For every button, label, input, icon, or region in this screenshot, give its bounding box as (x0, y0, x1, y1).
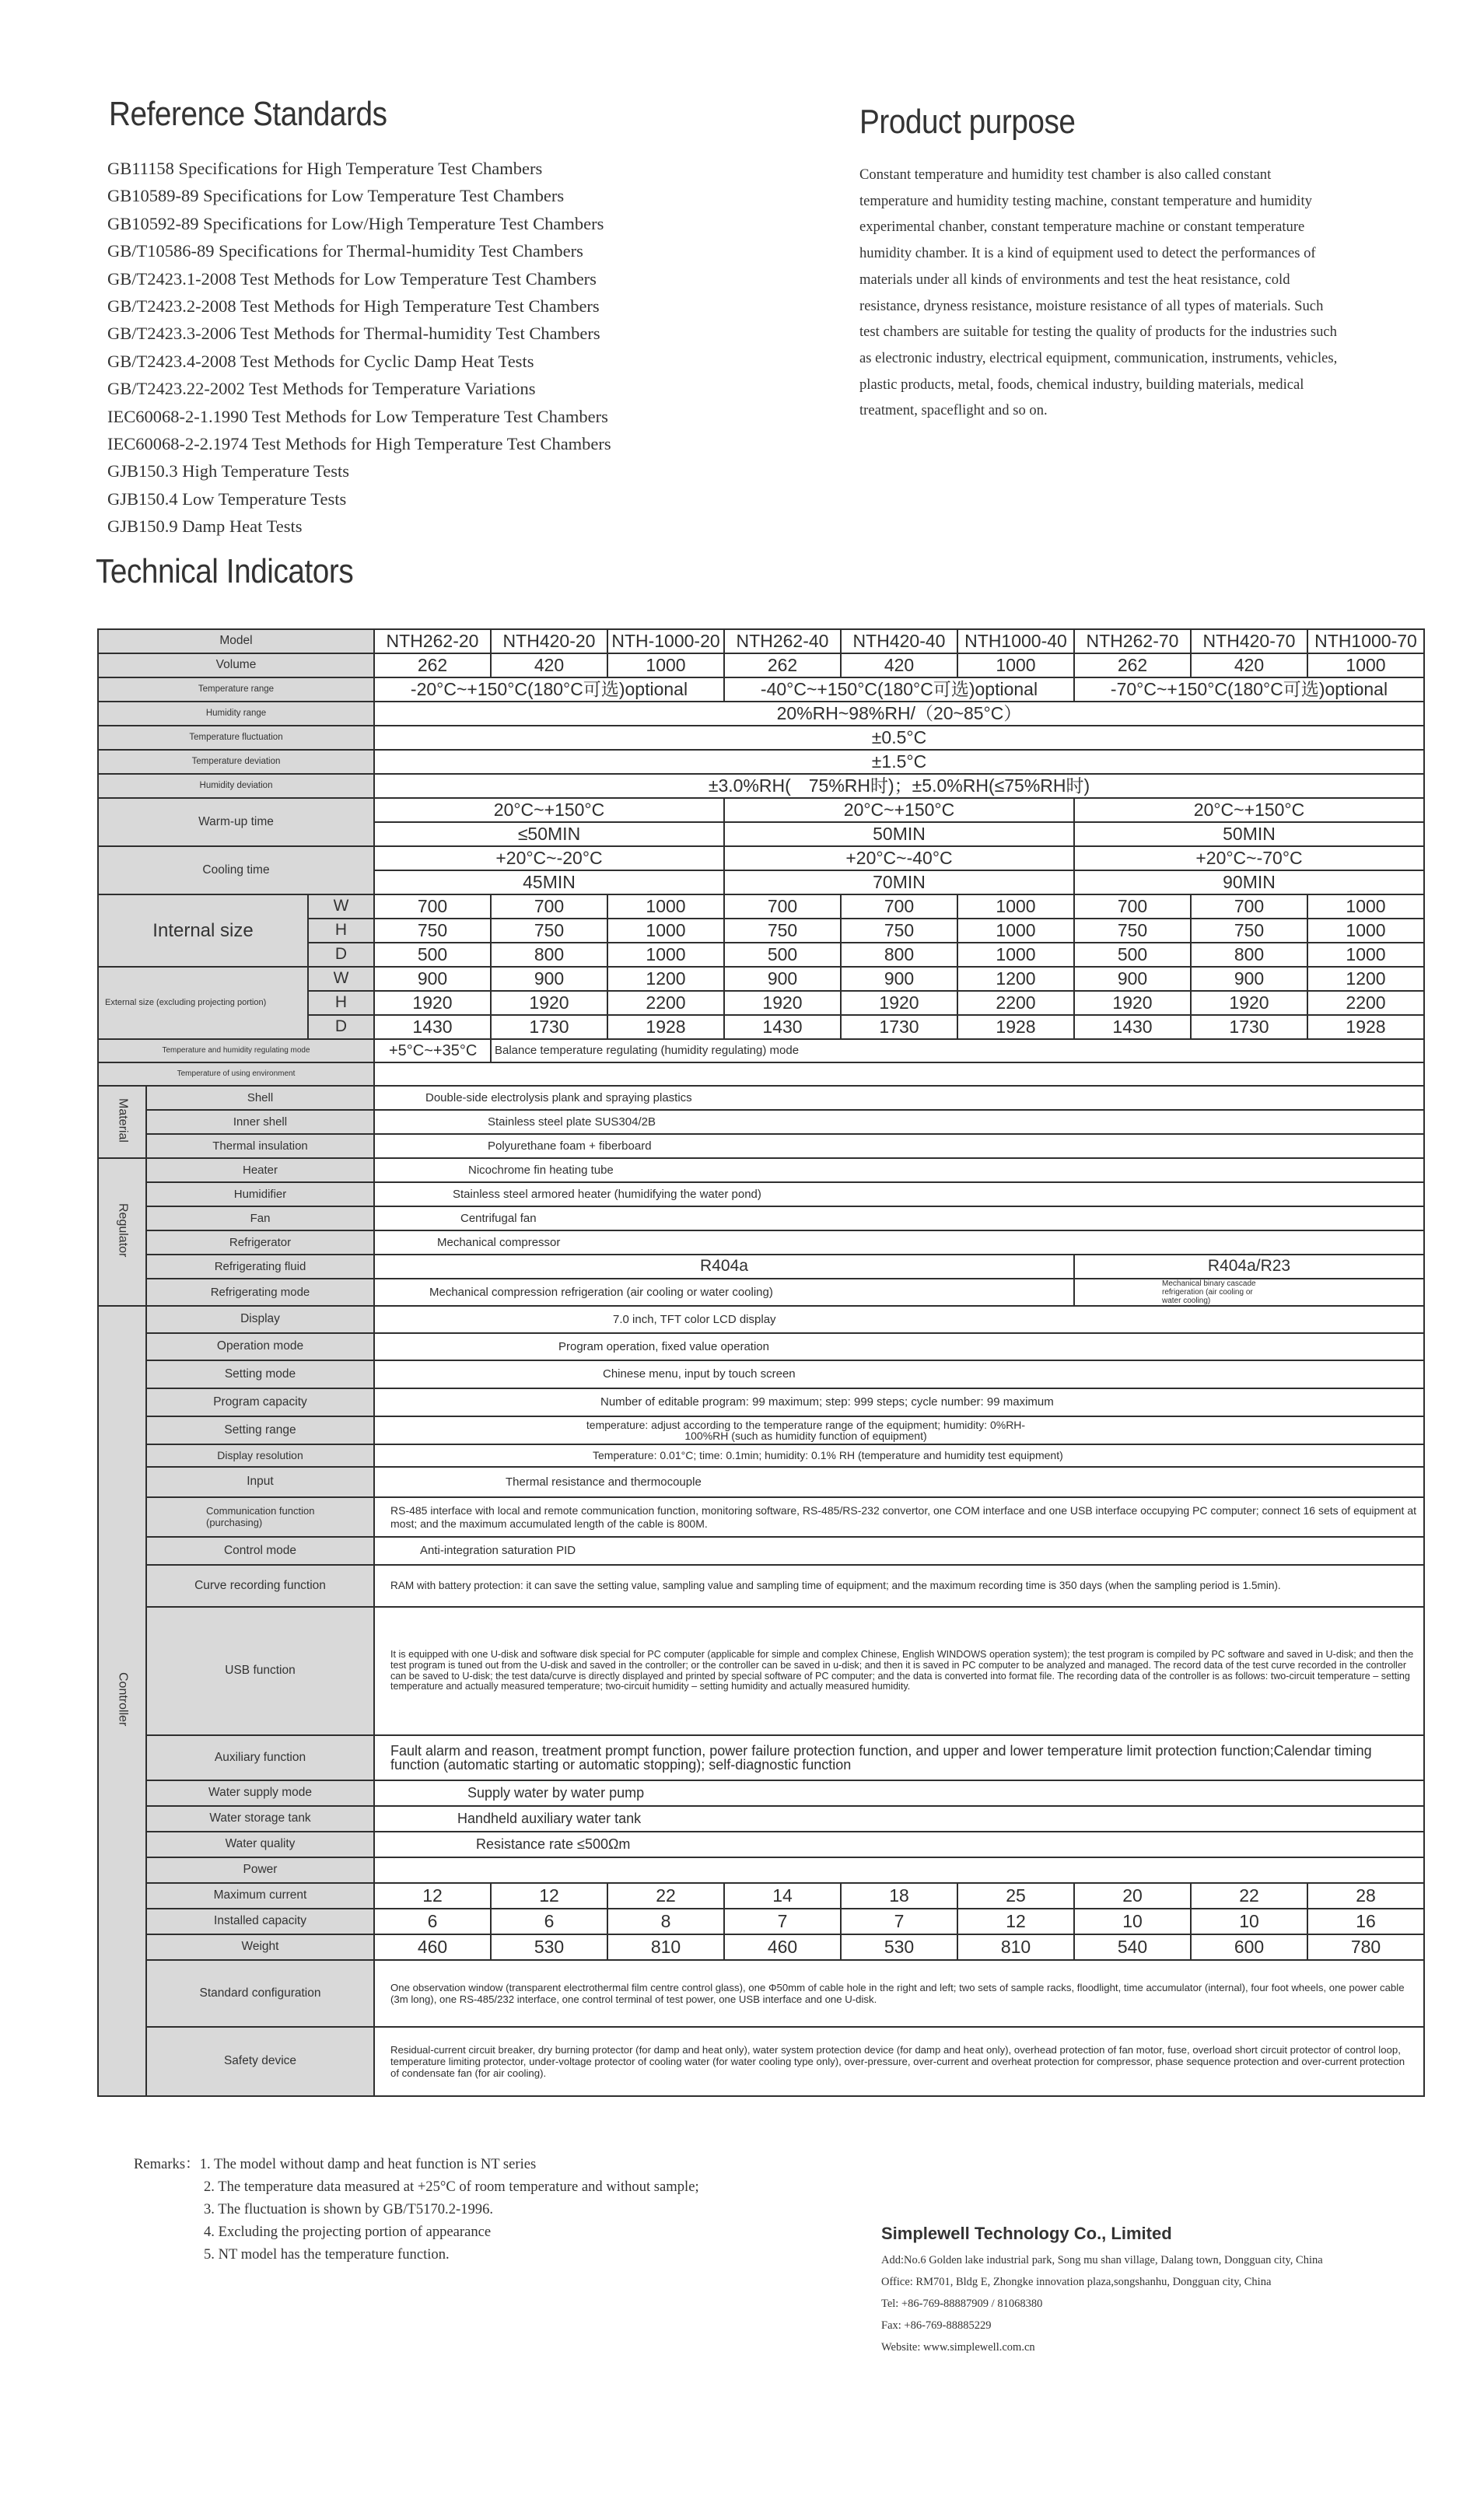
max-current-cell: 12 (374, 1883, 491, 1909)
internal-d-cell: 500 (724, 943, 841, 967)
label-warmup: Warm-up time (98, 798, 374, 846)
weight-cell: 460 (724, 1934, 841, 1960)
row-inner-shell (98, 1110, 1424, 1134)
standard-item: GB/T2423.4-2008 Test Methods for Cyclic Damp Heat Tests (107, 351, 534, 371)
controller-group-text: Controller (116, 1671, 130, 1727)
internal-d-cell: 500 (374, 943, 491, 967)
row-warmup-range (98, 798, 1424, 822)
external-d-cell: 1730 (841, 1015, 957, 1039)
usb-cell: It is equipped with one U-disk and software disk special for PC computer (applicable for simple and complex Chinese, English WINDOWS operation system); the test program is compiled by PC software and saved in U-disk; and then the test program is tuned out from the U-disk and saved in the controller; or the controller can be saved in u-disk; and then it is saved in PC computer to be analyzed and managed. The record data of the test curve recorded in the controller can be saved to U-disk; the test data/curve is directly displayed and printed by special software of PC computer; and the data is converted into format file. The recording data of the controller is as follows: two-circuit temperature – setting temperature and actually measured temperature; two-circuit humidity – setting humidity and actually measured humidity. (374, 1607, 1424, 1735)
water-tank-cell: Handheld auxiliary water tank (374, 1806, 1424, 1832)
volume-cell: 420 (1191, 653, 1307, 677)
company-office: Office: RM701, Bldg E, Zhongke innovation plaza,songshanhu, Dongguan city, China (881, 2276, 1272, 2288)
warmup-time-cell: 50MIN (1074, 822, 1424, 846)
installed-cell: 7 (724, 1909, 841, 1934)
volume-cell: 1000 (1307, 653, 1424, 677)
row-insulation (98, 1134, 1424, 1158)
insulation-cell: Polyurethane foam + fiberboard (374, 1134, 1424, 1158)
label-setting-range: Setting range (146, 1416, 374, 1444)
label-temp-range: Temperature range (98, 677, 374, 702)
row-setting-range (98, 1416, 1424, 1444)
model-cell: NTH420-20 (491, 629, 607, 653)
max-current-cell: 22 (607, 1883, 724, 1909)
external-h-cell: 1920 (724, 991, 841, 1015)
hum-dev-cell: ±3.0%RH( 75%RH时)；±5.0%RH(≤75%RH时) (374, 774, 1424, 798)
row-humidifier (98, 1182, 1424, 1206)
row-shell (98, 1086, 1424, 1110)
temp-range-cell: -70°C~+150°C(180°C可选)optional (1074, 677, 1424, 702)
internal-d-cell: 800 (841, 943, 957, 967)
remark-item: 1. The model without damp and heat function is NT series (199, 2156, 537, 2172)
safety-cell: Residual-current circuit breaker, dry burning protector (for damp and heat only), water system protection device (for damp and heat only), overhead protection of fan motor, fuse, overload short circuit protector of control loop, temperature limiting protector, under-voltage protector of cooling water (for water cooling type only), over-pressure, over-current and overheat protection for compressor, phase sequence protection and over-current protection of condensate fan (for air cooling). (374, 2027, 1424, 2096)
external-d-cell: 1928 (1307, 1015, 1424, 1039)
regmode-cell: Balance temperature regulating (humidity regulating) mode (491, 1039, 1424, 1062)
internal-h-cell: 1000 (1307, 919, 1424, 943)
temp-dev-cell: ±1.5°C (374, 750, 1424, 774)
water-quality-cell: Resistance rate ≤500Ωm (374, 1832, 1424, 1857)
installed-cell: 7 (841, 1909, 957, 1934)
standard-item: GB/T2423.1-2008 Test Methods for Low Temperature Test Chambers (107, 268, 597, 289)
label-insulation: Thermal insulation (146, 1134, 374, 1158)
label-water-tank: Water storage tank (146, 1806, 374, 1832)
program-capacity-cell: Number of editable program: 99 maximum; step: 999 steps; cycle number: 99 maximum (374, 1388, 1424, 1416)
row-model (98, 629, 1424, 653)
using-env-cell (374, 1062, 1424, 1086)
label-d: D (308, 1015, 374, 1039)
model-cell: NTH1000-70 (1307, 629, 1424, 653)
power-cell (374, 1857, 1424, 1883)
internal-d-cell: 800 (491, 943, 607, 967)
standard-item: IEC60068-2-1.1990 Test Methods for Low Temperature Test Chambers (107, 406, 608, 426)
standard-item: GJB150.3 High Temperature Tests (107, 461, 349, 481)
external-w-cell: 900 (491, 967, 607, 991)
internal-d-cell: 1000 (1307, 943, 1424, 967)
remark-item: 5. NT model has the temperature function. (204, 2246, 450, 2263)
label-hum-dev: Humidity deviation (98, 774, 374, 798)
remark-item: 2. The temperature data measured at +25°C of room temperature and without sample; (204, 2179, 699, 2195)
standards-list (107, 155, 611, 541)
aux-cell: Fault alarm and reason, treatment prompt function, power failure protection function, and upper and lower temperature limit protection function;Calendar timing function (automatic starting or automatic stopping); self-diagnostic function (374, 1735, 1424, 1780)
ref-fluid-cell: R404a (374, 1255, 1074, 1279)
row-power (98, 1857, 1424, 1883)
internal-h-cell: 750 (1074, 919, 1191, 943)
standard-item: IEC60068-2-2.1974 Test Methods for High Temperature Test Chambers (107, 434, 611, 454)
company-fax: Fax: +86-769-88885229 (881, 2319, 992, 2332)
standard-item: GB/T10586-89 Specifications for Thermal-humidity Test Chambers (107, 241, 583, 261)
row-safety (98, 2027, 1424, 2096)
row-using-env (98, 1062, 1424, 1086)
external-d-cell: 1928 (957, 1015, 1074, 1039)
regulator-group-label (98, 1158, 146, 1306)
warmup-time-cell: ≤50MIN (374, 822, 724, 846)
internal-h-cell: 1000 (607, 919, 724, 943)
cooling-range-cell: +20°C~-40°C (724, 846, 1074, 870)
water-supply-cell: Supply water by water pump (374, 1780, 1424, 1806)
row-fan (98, 1206, 1424, 1230)
internal-w-cell: 1000 (957, 894, 1074, 919)
label-input: Input (146, 1467, 374, 1497)
internal-w-cell: 700 (491, 894, 607, 919)
weight-cell: 600 (1191, 1934, 1307, 1960)
label-model: Model (98, 629, 374, 653)
setting-mode-cell: Chinese menu, input by touch screen (374, 1360, 1424, 1388)
using-env-value: +5°C~+35°C (374, 1039, 491, 1062)
external-h-cell: 1920 (1191, 991, 1307, 1015)
label-w: W (308, 967, 374, 991)
external-w-cell: 900 (1074, 967, 1191, 991)
external-w-cell: 900 (1191, 967, 1307, 991)
company-address: Add:No.6 Golden lake industrial park, Song mu shan village, Dalang town, Dongguan city, China (881, 2254, 1323, 2266)
installed-cell: 16 (1307, 1909, 1424, 1934)
label-ref-mode: Refrigerating mode (146, 1279, 374, 1306)
weight-cell: 540 (1074, 1934, 1191, 1960)
row-temp-range (98, 677, 1424, 702)
volume-cell: 262 (374, 653, 491, 677)
volume-cell: 420 (841, 653, 957, 677)
label-weight: Weight (146, 1934, 374, 1960)
cooling-range-cell: +20°C~-70°C (1074, 846, 1424, 870)
heater-cell: Nicochrome fin heating tube (374, 1158, 1424, 1182)
label-external-size: External size (excluding projecting portion) (98, 967, 308, 1039)
internal-d-cell: 500 (1074, 943, 1191, 967)
remarks (134, 2153, 536, 2175)
material-group-label (98, 1086, 146, 1158)
label-temp-fluct: Temperature fluctuation (98, 726, 374, 750)
row-display (98, 1306, 1424, 1333)
label-shell: Shell (146, 1086, 374, 1110)
std-config-cell: One observation window (transparent electrothermal film centre control glass), one Φ50mm of cable hole in the right and left; two sets of sample racks, floodlight, time accumulator (internal), four foot wheels, one power cable (3m long), one RS-485/232 interface, one control terminal of test power, one USB interface and one U-disk. (374, 1960, 1424, 2027)
external-h-cell: 1920 (491, 991, 607, 1015)
model-cell: NTH262-40 (724, 629, 841, 653)
operation-cell: Program operation, fixed value operation (374, 1333, 1424, 1360)
curve-cell: RAM with battery protection: it can save the setting value, sampling value and sampling time of equipment; and the maximum recording time is 350 days (when the sampling period is 1.5min). (374, 1565, 1424, 1607)
label-using-env: Temperature of using environment (98, 1062, 374, 1086)
label-fan: Fan (146, 1206, 374, 1230)
warmup-range-cell: 20°C~+150°C (724, 798, 1074, 822)
weight-cell: 780 (1307, 1934, 1424, 1960)
display-resolution-cell: Temperature: 0.01°C; time: 0.1min; humidity: 0.1% RH (temperature and humidity test equipment) (374, 1444, 1424, 1467)
row-display-resolution (98, 1444, 1424, 1467)
row-control-mode (98, 1537, 1424, 1565)
ref-mode-cell: Mechanical compression refrigeration (air cooling or water cooling) (374, 1279, 1074, 1306)
external-w-cell: 900 (724, 967, 841, 991)
standard-item: GB/T2423.3-2006 Test Methods for Thermal-humidity Test Chambers (107, 324, 600, 344)
label-regmode: Temperature and humidity regulating mode (98, 1039, 374, 1062)
label-water-quality: Water quality (146, 1832, 374, 1857)
label-safety: Safety device (146, 2027, 374, 2096)
weight-cell: 530 (841, 1934, 957, 1960)
row-water-quality (98, 1832, 1424, 1857)
inner-shell-cell: Stainless steel plate SUS304/2B (374, 1110, 1424, 1134)
warmup-time-cell: 50MIN (724, 822, 1074, 846)
internal-d-cell: 800 (1191, 943, 1307, 967)
ref-fluid-cell: R404a/R23 (1074, 1255, 1424, 1279)
row-hum-dev (98, 774, 1424, 798)
row-weight (98, 1934, 1424, 1960)
external-w-cell: 900 (374, 967, 491, 991)
regulator-group-text: Regulator (116, 1202, 130, 1258)
model-cell: NTH1000-40 (957, 629, 1074, 653)
row-temp-fluct (98, 726, 1424, 750)
label-volume: Volume (98, 653, 374, 677)
external-d-cell: 1430 (374, 1015, 491, 1039)
fan-cell: Centrifugal fan (374, 1206, 1424, 1230)
material-group-text: Material (116, 1097, 130, 1143)
cooling-time-cell: 90MIN (1074, 870, 1424, 894)
row-ref-mode (98, 1279, 1424, 1306)
label-ref-fluid: Refrigerating fluid (146, 1255, 374, 1279)
row-humidity-range (98, 702, 1424, 726)
cooling-range-cell: +20°C~-20°C (374, 846, 724, 870)
external-w-cell: 1200 (607, 967, 724, 991)
label-display-resolution: Display resolution (146, 1444, 374, 1467)
installed-cell: 12 (957, 1909, 1074, 1934)
external-w-cell: 1200 (957, 967, 1074, 991)
installed-cell: 8 (607, 1909, 724, 1934)
model-cell: NTH420-70 (1191, 629, 1307, 653)
cooling-time-cell: 70MIN (724, 870, 1074, 894)
model-cell: NTH262-70 (1074, 629, 1191, 653)
row-water-supply (98, 1780, 1424, 1806)
external-h-cell: 1920 (374, 991, 491, 1015)
internal-w-cell: 700 (1074, 894, 1191, 919)
external-h-cell: 2200 (957, 991, 1074, 1015)
purpose-title: Product purpose (859, 103, 1076, 141)
row-refrigerator (98, 1230, 1424, 1255)
input-cell: Thermal resistance and thermocouple (374, 1467, 1424, 1497)
label-humidifier: Humidifier (146, 1182, 374, 1206)
row-temp-dev (98, 750, 1424, 774)
model-cell: NTH420-40 (841, 629, 957, 653)
internal-d-cell: 1000 (957, 943, 1074, 967)
standard-item: GB10592-89 Specifications for Low/High Temperature Test Chambers (107, 213, 604, 233)
row-installed (98, 1909, 1424, 1934)
row-program-capacity (98, 1388, 1424, 1416)
max-current-cell: 20 (1074, 1883, 1191, 1909)
temp-fluct-cell: ±0.5°C (374, 726, 1424, 750)
row-heater (98, 1158, 1424, 1182)
label-w: W (308, 894, 374, 919)
shell-cell: Double-side electrolysis plank and spraying plastics (374, 1086, 1424, 1110)
external-d-cell: 1430 (724, 1015, 841, 1039)
max-current-cell: 28 (1307, 1883, 1424, 1909)
installed-cell: 6 (491, 1909, 607, 1934)
max-current-cell: 22 (1191, 1883, 1307, 1909)
row-input (98, 1467, 1424, 1497)
label-power: Power (146, 1857, 374, 1883)
weight-cell: 810 (957, 1934, 1074, 1960)
internal-w-cell: 700 (374, 894, 491, 919)
company-name: Simplewell Technology Co., Limited (881, 2224, 1172, 2243)
label-h: H (308, 991, 374, 1015)
row-regmode (98, 1039, 1424, 1062)
row-std-config (98, 1960, 1424, 2027)
internal-w-cell: 700 (841, 894, 957, 919)
label-display: Display (146, 1306, 374, 1333)
external-h-cell: 1920 (841, 991, 957, 1015)
installed-cell: 10 (1074, 1909, 1191, 1934)
volume-cell: 262 (1074, 653, 1191, 677)
internal-w-cell: 700 (1191, 894, 1307, 919)
label-usb: USB function (146, 1607, 374, 1735)
row-operation (98, 1333, 1424, 1360)
volume-cell: 262 (724, 653, 841, 677)
max-current-cell: 25 (957, 1883, 1074, 1909)
remarks-list (204, 2175, 699, 2266)
max-current-cell: 18 (841, 1883, 957, 1909)
internal-h-cell: 750 (841, 919, 957, 943)
standard-item: GB11158 Specifications for High Temperature Test Chambers (107, 159, 543, 178)
label-h: H (308, 919, 374, 943)
external-h-cell: 2200 (607, 991, 724, 1015)
internal-w-cell: 1000 (1307, 894, 1424, 919)
label-temp-dev: Temperature deviation (98, 750, 374, 774)
external-d-cell: 1730 (491, 1015, 607, 1039)
humidifier-cell: Stainless steel armored heater (humidifying the water pond) (374, 1182, 1424, 1206)
external-h-cell: 2200 (1307, 991, 1424, 1015)
label-d: D (308, 943, 374, 967)
standard-item: GJB150.4 Low Temperature Tests (107, 488, 347, 509)
control-mode-cell: Anti-integration saturation PID (374, 1537, 1424, 1565)
model-cell: NTH262-20 (374, 629, 491, 653)
internal-w-cell: 1000 (607, 894, 724, 919)
remarks-label: Remarks： (134, 2156, 200, 2172)
row-max-current (98, 1883, 1424, 1909)
external-d-cell: 1928 (607, 1015, 724, 1039)
row-curve (98, 1565, 1424, 1607)
row-ref-fluid (98, 1255, 1424, 1279)
row-cooling-range (98, 846, 1424, 870)
label-max-current: Maximum current (146, 1883, 374, 1909)
refrigerator-cell: Mechanical compressor (374, 1230, 1424, 1255)
weight-cell: 460 (374, 1934, 491, 1960)
label-internal-size: Internal size (98, 894, 308, 967)
external-w-cell: 1200 (1307, 967, 1424, 991)
label-cooling: Cooling time (98, 846, 374, 894)
label-installed: Installed capacity (146, 1909, 374, 1934)
volume-cell: 1000 (957, 653, 1074, 677)
max-current-cell: 14 (724, 1883, 841, 1909)
row-volume (98, 653, 1424, 677)
row-external-w (98, 967, 1424, 991)
installed-cell: 10 (1191, 1909, 1307, 1934)
standard-item: GJB150.9 Damp Heat Tests (107, 516, 303, 537)
row-usb (98, 1607, 1424, 1735)
label-water-supply: Water supply mode (146, 1780, 374, 1806)
label-program-capacity: Program capacity (146, 1388, 374, 1416)
label-aux: Auxiliary function (146, 1735, 374, 1780)
setting-range-cell: temperature: adjust according to the temperature range of the equipment; humidity: 0%RH-100%RH (such as humidity function of equipment) (374, 1416, 1424, 1444)
label-control-mode: Control mode (146, 1537, 374, 1565)
company-website: Website: www.simplewell.com.cn (881, 2341, 1035, 2354)
internal-h-cell: 750 (374, 919, 491, 943)
internal-h-cell: 1000 (957, 919, 1074, 943)
row-water-tank (98, 1806, 1424, 1832)
label-inner-shell: Inner shell (146, 1110, 374, 1134)
cooling-time-cell: 45MIN (374, 870, 724, 894)
internal-w-cell: 700 (724, 894, 841, 919)
display-cell: 7.0 inch, TFT color LCD display (374, 1306, 1424, 1333)
row-comm (98, 1497, 1424, 1537)
external-w-cell: 900 (841, 967, 957, 991)
row-aux (98, 1735, 1424, 1780)
standard-item: GB10589-89 Specifications for Low Temperature Test Chambers (107, 186, 565, 206)
label-operation: Operation mode (146, 1333, 374, 1360)
temp-range-cell: -20°C~+150°C(180°C可选)optional (374, 677, 724, 702)
label-refrigerator: Refrigerator (146, 1230, 374, 1255)
ref-mode-cell: Mechanical binary cascade refrigeration (air cooling or water cooling) (1074, 1279, 1424, 1306)
max-current-cell: 12 (491, 1883, 607, 1909)
external-d-cell: 1430 (1074, 1015, 1191, 1039)
humidity-range-cell: 20%RH~98%RH/（20~85°C） (374, 702, 1424, 726)
row-setting-mode (98, 1360, 1424, 1388)
controller-group-label (98, 1306, 146, 2096)
temp-range-cell: -40°C~+150°C(180°C可选)optional (724, 677, 1074, 702)
remark-item: 4. Excluding the projecting portion of appearance (204, 2224, 492, 2240)
volume-cell: 420 (491, 653, 607, 677)
internal-h-cell: 750 (1191, 919, 1307, 943)
label-humidity-range: Humidity range (98, 702, 374, 726)
standard-item: GB/T2423.22-2002 Test Methods for Temperature Variations (107, 379, 536, 399)
model-cell: NTH-1000-20 (607, 629, 724, 653)
row-internal-w (98, 894, 1424, 919)
external-d-cell: 1730 (1191, 1015, 1307, 1039)
technical-title: Technical Indicators (96, 552, 354, 590)
company-tel: Tel: +86-769-88887909 / 81068380 (881, 2298, 1043, 2310)
installed-cell: 6 (374, 1909, 491, 1934)
label-heater: Heater (146, 1158, 374, 1182)
comm-cell: RS-485 interface with local and remote communication function, monitoring software, RS-485/RS-232 convertor, one COM interface and one USB interface occupying PC computer; connect 16 sets of equipment at most; and the maximum accumulated length of the cable is 800M. (374, 1497, 1424, 1537)
internal-h-cell: 750 (491, 919, 607, 943)
spec-table (97, 628, 1425, 2097)
internal-d-cell: 1000 (607, 943, 724, 967)
volume-cell: 1000 (607, 653, 724, 677)
label-curve: Curve recording function (146, 1565, 374, 1607)
standard-item: GB/T2423.2-2008 Test Methods for High Temperature Test Chambers (107, 296, 600, 317)
remark-item: 3. The fluctuation is shown by GB/T5170.2-1996. (204, 2201, 494, 2217)
label-setting-mode: Setting mode (146, 1360, 374, 1388)
label-comm: Communication function (purchasing) (146, 1497, 374, 1537)
reference-title: Reference Standards (109, 95, 387, 133)
weight-cell: 530 (491, 1934, 607, 1960)
weight-cell: 810 (607, 1934, 724, 1960)
company-info (881, 2218, 1323, 2358)
label-std-config: Standard configuration (146, 1960, 374, 2027)
external-h-cell: 1920 (1074, 991, 1191, 1015)
warmup-range-cell: 20°C~+150°C (374, 798, 724, 822)
warmup-range-cell: 20°C~+150°C (1074, 798, 1424, 822)
purpose-text: Constant temperature and humidity test chamber is also called constant temperature and humidity testing machine, constant temperature and humidity experimental chanber, constant temperature machine or constant temperature humidity chamber. It is a kind of equipment used to detect the performances of materials under all kinds of environments and test the heat resistance, cold resistance, dryness resistance, moisture resistance of all types of materials. Such test chambers are suitable for testing the quality of products for the industries such as electronic industry, electrical equipment, communication, instruments, vehicles, plastic products, metal, foods, chemical industry, building materials, medical treatment, spaceflight and so on. (859, 166, 1338, 419)
internal-h-cell: 750 (724, 919, 841, 943)
